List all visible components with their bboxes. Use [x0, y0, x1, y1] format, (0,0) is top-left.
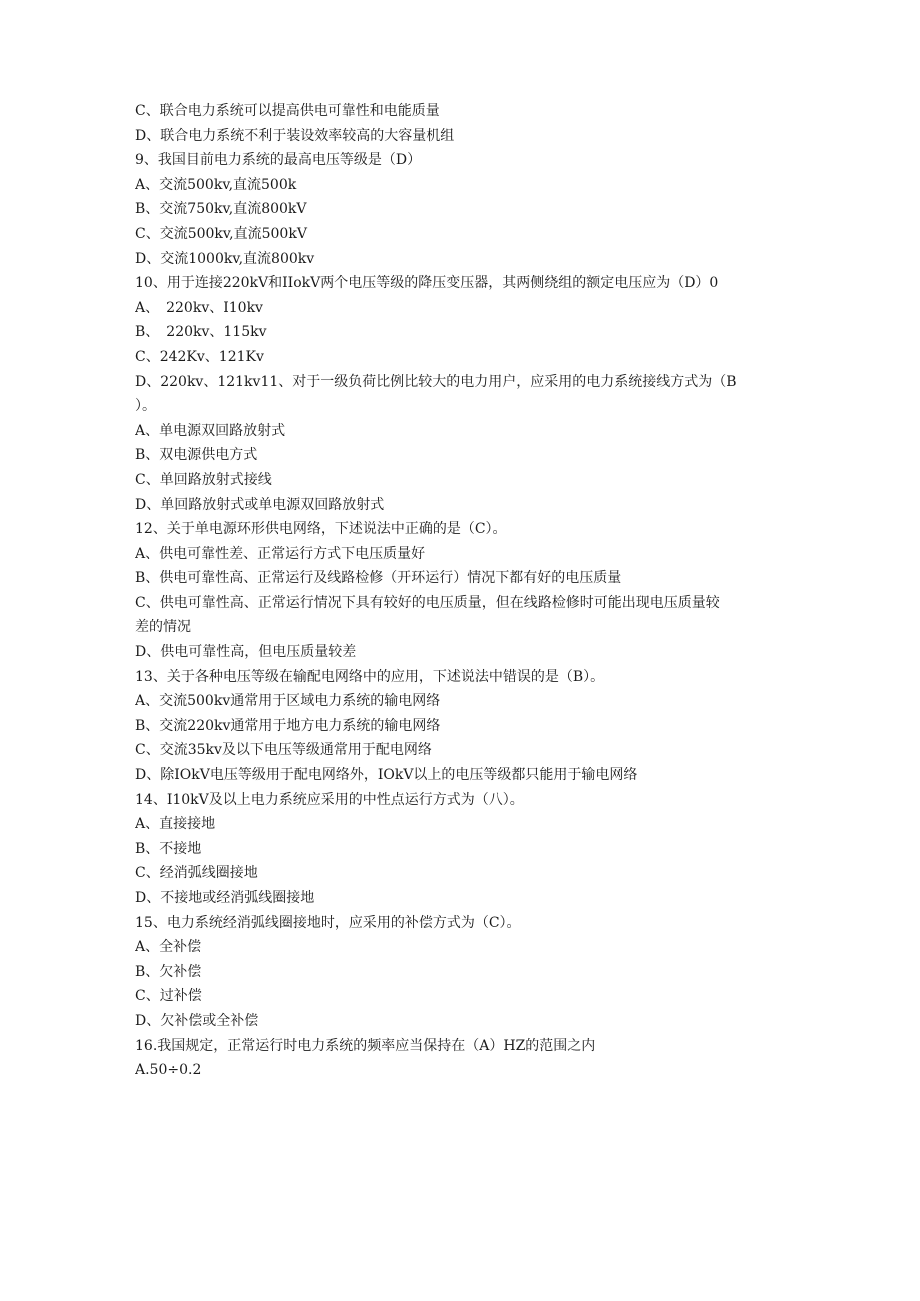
option-line: B、供电可靠性高、正常运行及线路检修（开环运行）情况下都有好的电压质量: [135, 570, 622, 587]
option-line: B、交流750kv,直流800kV: [135, 201, 307, 218]
option-line: D、除IOkV电压等级用于配电网络外，IOkV以上的电压等级都只能用于输电网络: [135, 767, 638, 784]
option-line: D、不接地或经消弧线圈接地: [135, 890, 315, 906]
option-line: D、220kv、121kv11、对于一级负荷比例比较大的电力用户，应采用的电力系统接线方式为（B: [135, 373, 737, 390]
question-line: 12、关于单电源环形供电网络，下述说法中正确的是（C）。: [135, 521, 507, 538]
question-line: 10、用于连接220kV和IIokV两个电压等级的降压变压器，其两侧绕组的额定电压应为（D）0: [135, 275, 719, 292]
question-line: 16.我国规定，正常运行时电力系统的频率应当保持在（A）HZ的范围之内: [135, 1037, 596, 1054]
option-line: C、交流500kv,直流500kV: [135, 225, 307, 242]
option-line: A、全补偿: [135, 939, 202, 956]
question-line: 13、关于各种电压等级在输配电网络中的应用，下述说法中错误的是（B）。: [135, 668, 605, 685]
option-line: A.50÷0.2: [135, 1062, 202, 1079]
option-line: C、交流35kv及以下电压等级通常用于配电网络: [135, 742, 432, 759]
option-line: A、供电可靠性差、正常运行方式下电压质量好: [135, 545, 426, 562]
text-line: D、联合电力系统不利于装设效率较高的大容量机组: [135, 127, 455, 144]
option-line: A、交流500kv通常用于区域电力系统的输电网络: [135, 693, 441, 710]
option-line: D、欠补偿或全补偿: [135, 1012, 259, 1029]
option-line: B、交流220kv通常用于地方电力系统的输电网络: [135, 717, 441, 734]
option-line: C、经消弧线圈接地: [135, 865, 258, 882]
question-line: 14、I10kV及以上电力系统应采用的中性点运行方式为（八）。: [135, 791, 524, 808]
option-line: B、 220kv、115kv: [135, 324, 267, 341]
option-line: A、单电源双回路放射式: [135, 422, 286, 439]
option-line: B、双电源供电方式: [135, 447, 258, 464]
document-body: [135, 99, 785, 1083]
option-line: D、供电可靠性高，但电压质量较差: [135, 644, 357, 661]
option-line: D、交流1000kv,直流800kv: [135, 250, 315, 267]
option-line: C、单回路放射式接线: [135, 471, 272, 488]
option-line: D、单回路放射式或单电源双回路放射式: [135, 496, 385, 513]
option-line: C、242Kv、121Kv: [135, 348, 264, 365]
question-line: 15、电力系统经消弧线圈接地时，应采用的补偿方式为（C）。: [135, 914, 521, 931]
option-line: C、过补偿: [135, 988, 202, 1005]
option-line: A、直接接地: [135, 816, 216, 833]
text-line: ）。: [135, 398, 156, 415]
option-line: A、交流500kv,直流500k: [135, 176, 297, 193]
text-line: C、联合电力系统可以提高供电可靠性和电能质量: [135, 103, 440, 119]
question-line: 9、我国目前电力系统的最高电压等级是（D）: [135, 152, 422, 169]
option-line: B、不接地: [135, 840, 202, 857]
option-line: C、供电可靠性高、正常运行情况下具有较好的电压质量，但在线路检修时可能出现电压质量较: [135, 594, 720, 611]
option-line: A、 220kv、I10kv: [135, 299, 263, 316]
option-line: B、欠补偿: [135, 963, 202, 980]
text-line: 差的情况: [135, 619, 191, 636]
